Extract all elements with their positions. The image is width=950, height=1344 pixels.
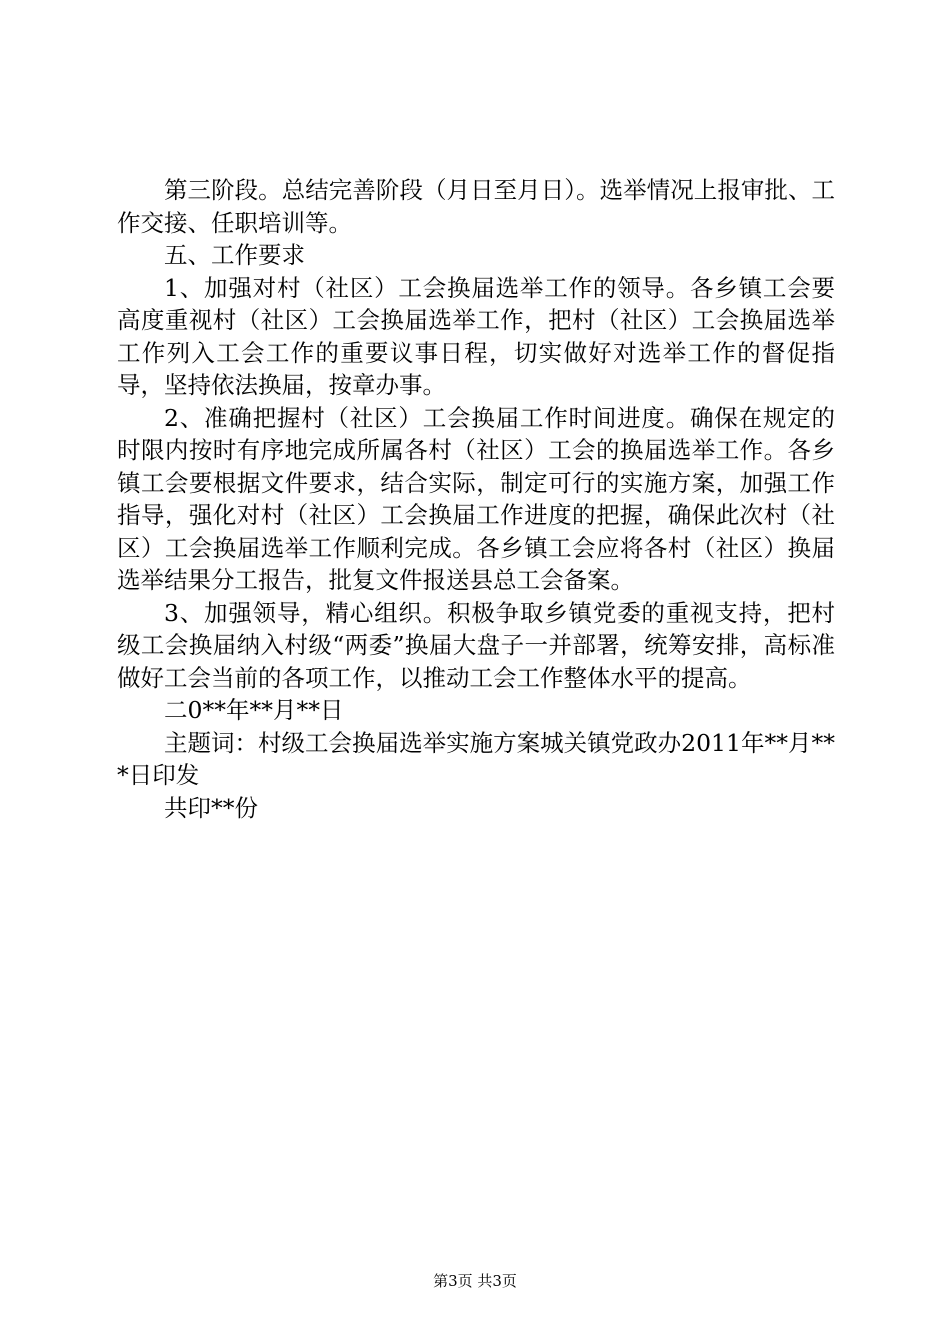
paragraph-requirement-2: 2、准确把握村（社区）工会换届工作时间进度。确保在规定的时限内按时有序地完成所属各村（社区）工会的换届选举工作。各乡镇工会要根据文件要求，结合实际，制定可行的实施方案，加强工作指导，强化对村（社区）工会换届工作进度的把握，确保此次村（社区）工会换届选举工作顺利完成。各乡镇工会应将各村（社区）换届选举结果分工报告，批复文件报送县总工会备案。 — [117, 403, 835, 594]
section-heading-work-requirements: 五、工作要求 — [164, 241, 305, 269]
paragraph-requirement-3: 3、加强领导，精心组织。积极争取乡镇党委的重视支持，把村级工会换届纳入村级“两委”换届大盘子一并部署，统筹安排，高标准做好工会当前的各项工作，以推动工会工作整体水平的提高。 — [117, 598, 835, 692]
paragraph-requirement-1: 1、加强对村（社区）工会换届选举工作的领导。各乡镇工会要高度重视村（社区）工会换届选举工作，把村（社区）工会换届选举工作列入工会工作的重要议事日程，切实做好对选举工作的督促指导，坚持依法换届，按章办事。 — [117, 273, 835, 399]
document-body — [117, 174, 835, 824]
page-number-footer: 第3页 共3页 — [433, 1272, 517, 1290]
paragraph-stage-three: 第三阶段。总结完善阶段（月日至月日）。选举情况上报审批、工作交接、任职培训等。 — [117, 176, 835, 237]
print-count: 共印**份 — [164, 793, 258, 822]
document-date: 二0**年**月**日 — [164, 696, 344, 724]
subject-keywords: 主题词：村级工会换届选举实施方案城关镇党政办2011年**月***日印发 — [117, 728, 835, 789]
